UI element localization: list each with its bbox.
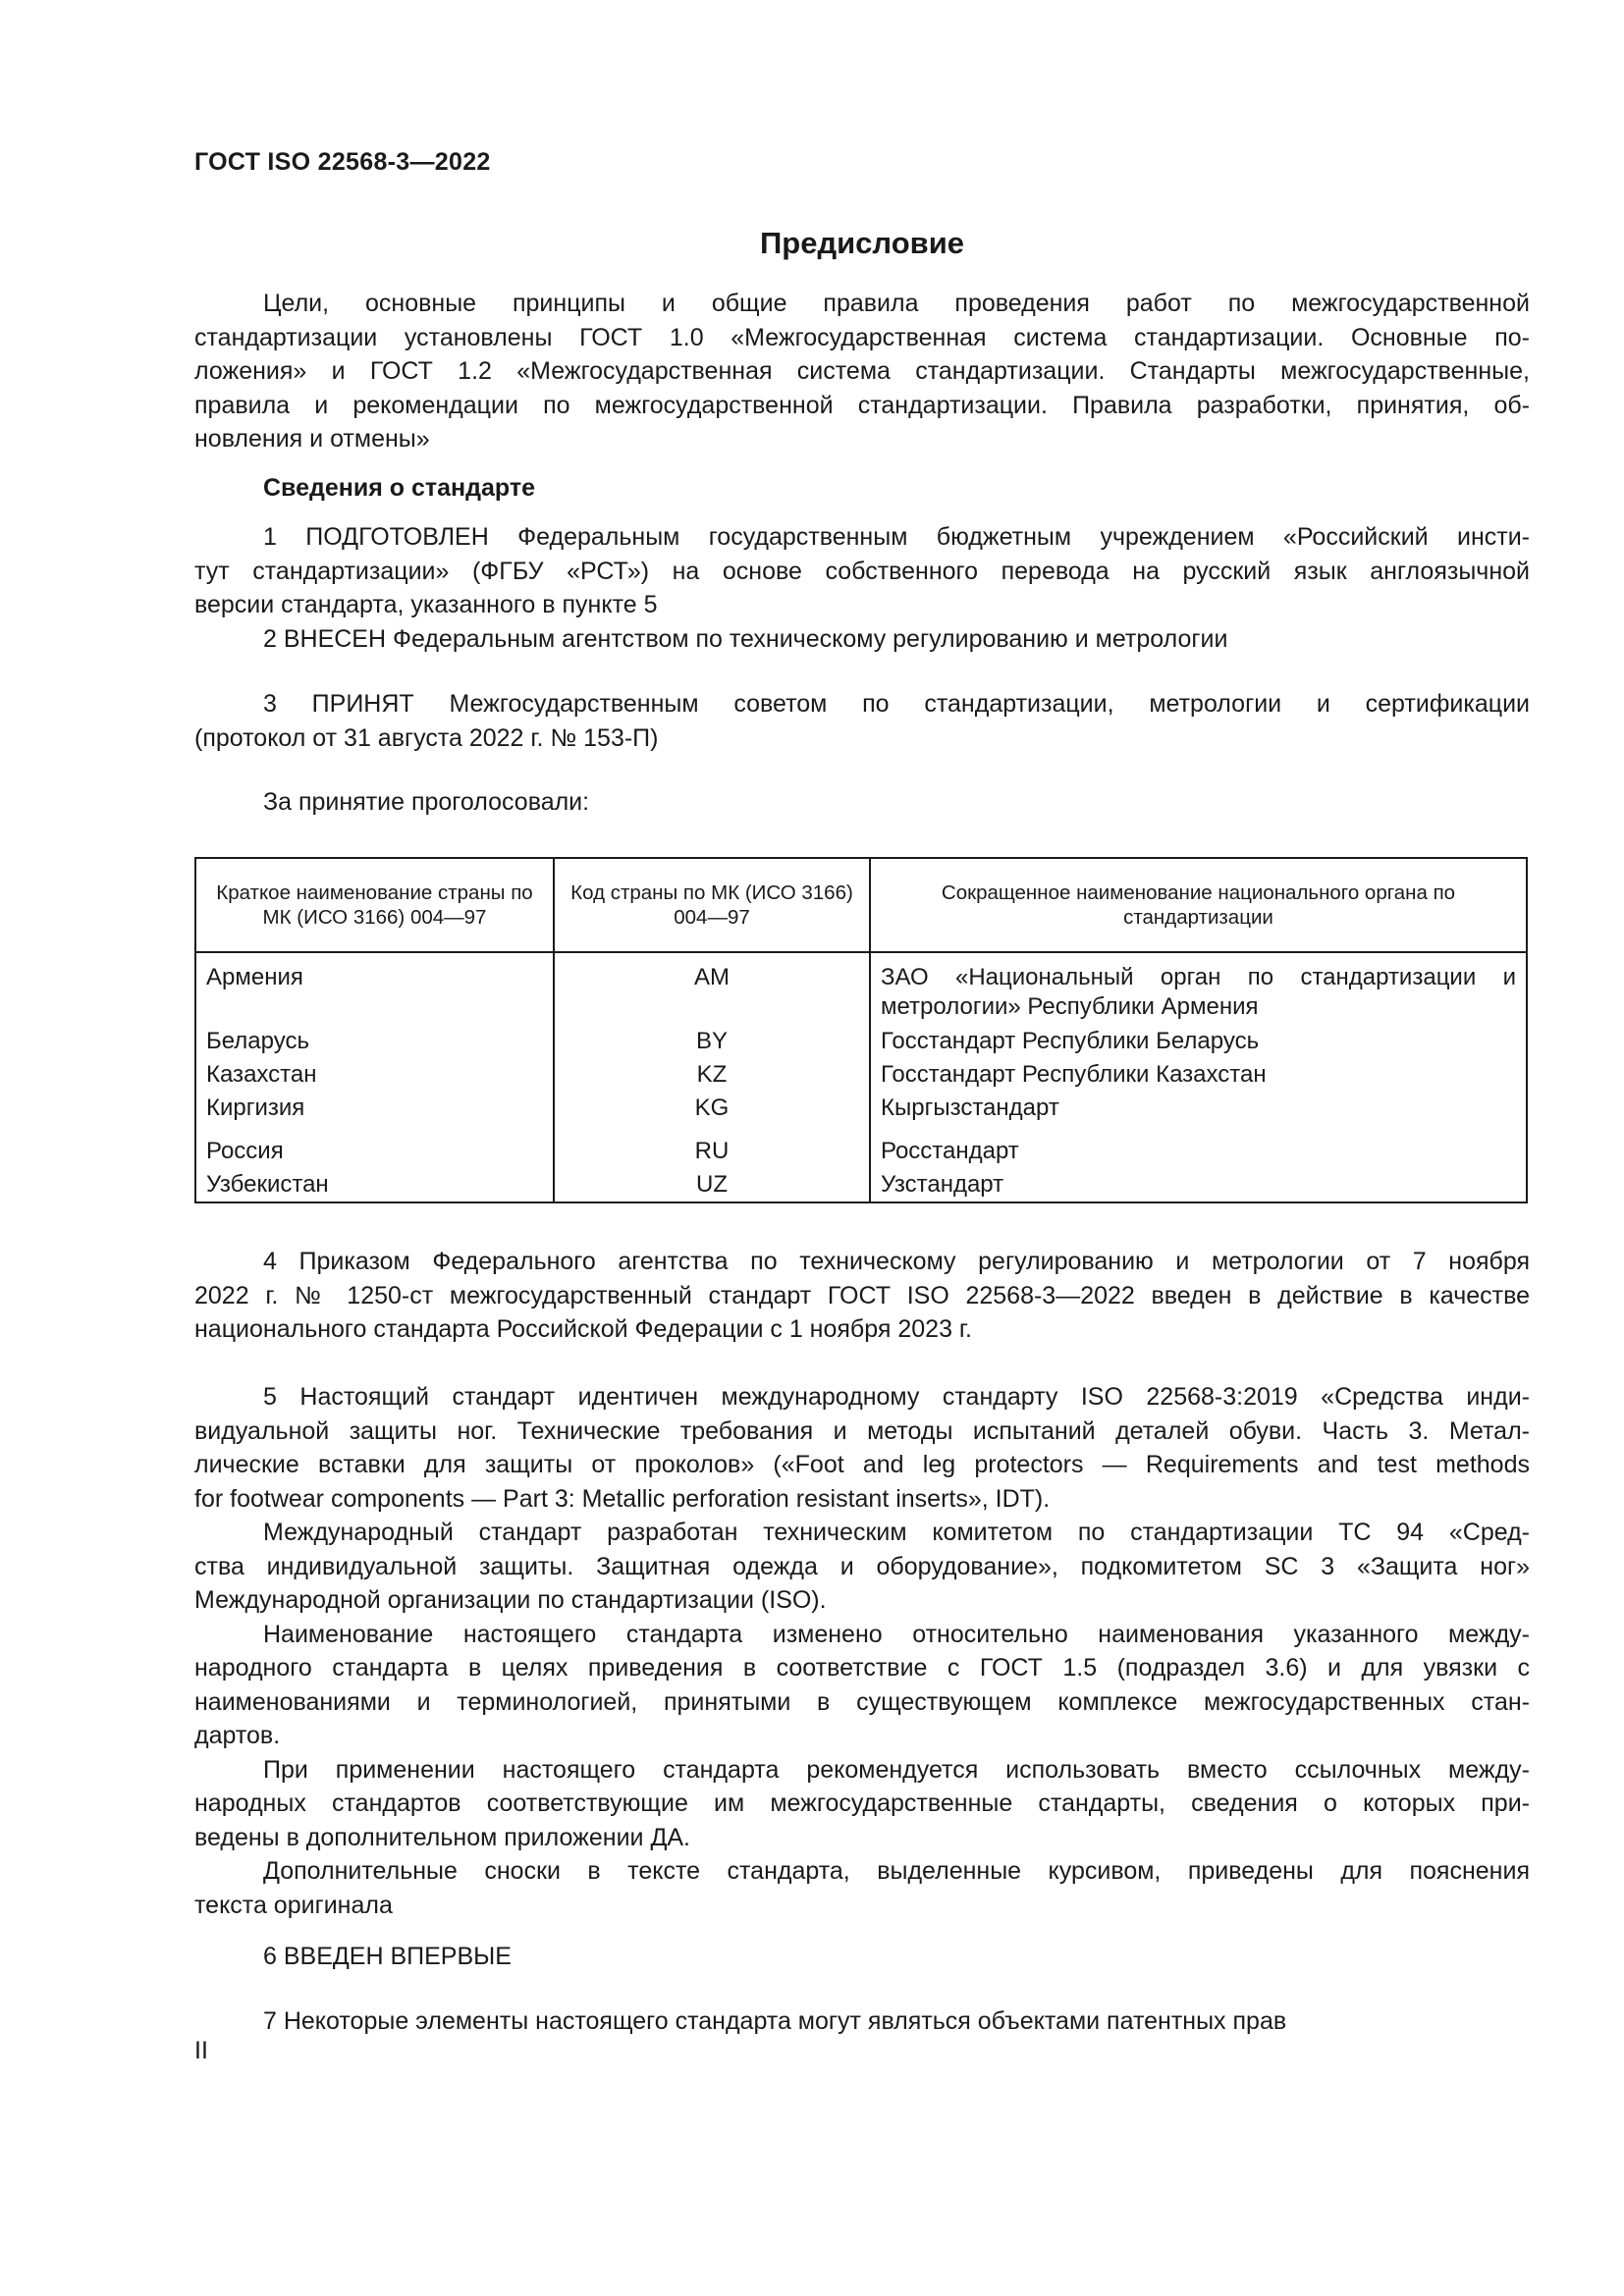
text-line: 5 Настоящий стандарт идентичен международному стандарту ISO 22568-3:2019 «Средства инди-: [263, 1383, 1530, 1411]
text-line: 2022 г. № 1250-ст межгосударственный стандарт ГОСТ ISO 22568-3—2022 введен в действие в качестве: [194, 1281, 1530, 1309]
text-line: народного стандарта в целях приведения в соответствие с ГОСТ 1.5 (подраздел 3.6) и для увязки с: [194, 1654, 1530, 1682]
voting-table: [194, 857, 1528, 1203]
text-line: стандартизации установлены ГОСТ 1.0 «Межгосударственная система стандартизации. Основные по-: [194, 323, 1530, 351]
cell-body: Кыргызстандарт: [870, 1090, 1527, 1123]
text-line: 1 ПОДГОТОВЛЕН Федеральным государственным бюджетным учреждением «Российский инсти-: [263, 523, 1530, 551]
cell-body: Узстандарт: [870, 1166, 1527, 1202]
text-line: ведены в дополнительном приложении ДА.: [194, 1823, 690, 1851]
item-3-paragraph: [194, 687, 1530, 755]
table-row: [195, 1090, 1527, 1123]
text-line: правила и рекомендации по межгосударственной стандартизации. Правила разработки, принятия, об-: [194, 391, 1530, 419]
text-line: 4 Приказом Федерального агентства по техническому регулированию и метрологии от 7 ноября: [263, 1248, 1530, 1275]
cell-country: Киргизия: [195, 1090, 554, 1123]
table-header-row: [195, 858, 1527, 952]
text-line: Дополнительные сноски в тексте стандарта, выделенные курсивом, приведены для пояснения: [263, 1857, 1530, 1885]
header-code: Код страны по МК (ИСО 3166) 004—97: [554, 858, 870, 952]
text-line: версии стандарта, указанного в пункте 5: [194, 591, 658, 618]
text-line: наименованиями и терминологией, принятыми в существующем комплексе межгосударственных стан-: [194, 1687, 1530, 1716]
table-row: [195, 1166, 1527, 1202]
item-7-paragraph: 7 Некоторые элементы настоящего стандарта могут являться объектами патентных прав: [263, 2007, 1287, 2035]
table-row: [195, 1056, 1527, 1090]
cell-body: Госстандарт Республики Казахстан: [870, 1056, 1527, 1090]
table-row: [195, 1123, 1527, 1166]
text-line: текста оригинала: [194, 1891, 393, 1919]
header-country: Краткое наименование страны по МК (ИСО 3166) 004—97: [195, 858, 554, 952]
text-line: Цели, основные принципы и общие правила проведения работ по межгосударственной: [263, 290, 1530, 317]
cell-body: Росстандарт: [870, 1123, 1527, 1166]
item-6-paragraph: 6 ВВЕДЕН ВПЕРВЫЕ: [263, 1943, 512, 1970]
cell-country: Казахстан: [195, 1056, 554, 1090]
cell-country: Узбекистан: [195, 1166, 554, 1202]
text-line: новления и отмены»: [194, 425, 430, 453]
cell-body: ЗАО «Национальный орган по стандартизации и метрологии» Республики Армения: [870, 952, 1527, 1022]
item-5-paragraph: [194, 1380, 1530, 1922]
table-row: [195, 952, 1527, 1022]
cell-code: AM: [554, 952, 870, 1022]
item-2-paragraph: 2 ВНЕСЕН Федеральным агентством по техническому регулированию и метрологии: [263, 625, 1228, 653]
page-number: II: [194, 2037, 208, 2064]
intro-paragraph: [194, 287, 1530, 456]
section-heading: Сведения о стандарте: [263, 474, 536, 502]
cell-country: Армения: [195, 952, 554, 1022]
text-line: При применении настоящего стандарта рекомендуется использовать вместо ссылочных между-: [263, 1755, 1530, 1784]
cell-code: BY: [554, 1022, 870, 1056]
item-1-paragraph: [194, 520, 1530, 622]
text-line: видуальной защиты ног. Технические требования и методы испытаний деталей обуви. Часть 3. Метал-: [194, 1416, 1530, 1445]
table-row: [195, 1022, 1527, 1056]
page-title: Предисловие: [759, 226, 964, 260]
text-line: for footwear components — Part 3: Metallic perforation resistant inserts», IDT).: [194, 1484, 1051, 1513]
cell-code: KG: [554, 1090, 870, 1123]
item-4-paragraph: [194, 1245, 1530, 1347]
cell-body: Госстандарт Республики Беларусь: [870, 1022, 1527, 1056]
text-line: национального стандарта Российской Федерации с 1 ноября 2023 г.: [194, 1315, 972, 1343]
text-line: Международной организации по стандартизации (ISO).: [194, 1586, 827, 1614]
text-line: дартов.: [194, 1722, 281, 1749]
text-line: (протокол от 31 августа 2022 г. № 153-П): [194, 723, 659, 752]
text-line: Наименование настоящего стандарта изменено относительно наименования указанного между-: [263, 1620, 1530, 1648]
text-line: тут стандартизации» (ФГБУ «РСТ») на основе собственного перевода на русский язык англоязычной: [194, 557, 1530, 585]
cell-country: Россия: [195, 1123, 554, 1166]
cell-code: RU: [554, 1123, 870, 1166]
cell-code: KZ: [554, 1056, 870, 1090]
document-id-header: ГОСТ ISO 22568-3—2022: [194, 148, 491, 176]
text-line: 3 ПРИНЯТ Межгосударственным советом по стандартизации, метрологии и сертификации: [263, 690, 1530, 718]
text-line: лические вставки для защиты от проколов» («Foot and leg protectors — Requirements and test methods: [194, 1451, 1530, 1478]
text-line: ложения» и ГОСТ 1.2 «Межгосударственная система стандартизации. Стандарты межгосударственные,: [194, 357, 1530, 385]
cell-country: Беларусь: [195, 1022, 554, 1056]
text-line: народных стандартов соответствующие им межгосударственные стандарты, сведения о которых при-: [194, 1789, 1530, 1817]
text-line: Международный стандарт разработан техническим комитетом по стандартизации TC 94 «Сред-: [263, 1519, 1530, 1546]
vote-intro: За принятие проголосовали:: [263, 788, 590, 816]
text-line: ства индивидуальной защиты. Защитная одежда и оборудование», подкомитетом SC 3 «Защита ног»: [194, 1552, 1530, 1580]
cell-code: UZ: [554, 1166, 870, 1202]
header-body: Сокращенное наименование национального органа по стандартизации: [870, 858, 1527, 952]
